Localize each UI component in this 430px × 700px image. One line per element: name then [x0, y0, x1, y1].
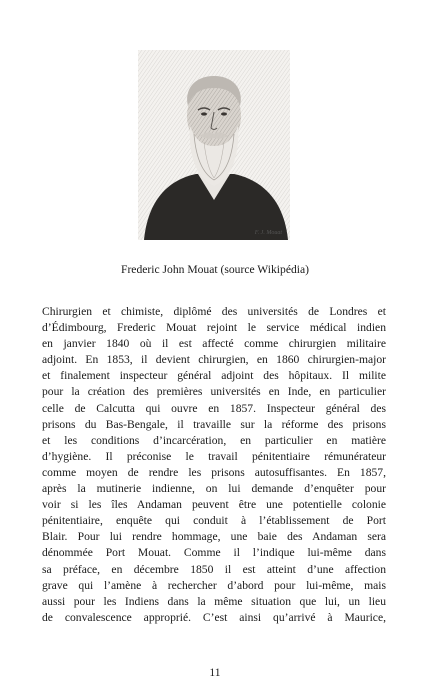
paragraph-line: en janvier 1840 où il est affecté comme chirurgien militaire [42, 337, 386, 351]
paragraph-line: dénommée Port Mouat. Comme il l’indique lui-même dans [42, 546, 386, 560]
paragraph-line: Chirurgien et chimiste, diplômé des universités de Londres et [42, 305, 386, 318]
paragraph-line: pénitentiaire, enquête qui conduit à l’établissement de Port [42, 514, 386, 528]
portrait-engraving [138, 50, 290, 240]
paragraph-line: Blair. Pour lui rendre hommage, une baie des Andaman sera [42, 530, 386, 544]
paragraph-line: comme moyen de rendre les prisons autosuffisantes. En 1857, [42, 465, 386, 479]
portrait-signature: F. J. Mouat [254, 230, 282, 236]
paragraph-line: adjoint. En 1853, il devient chirurgien, en 1860 chirurgien-major [42, 353, 386, 367]
paragraph-line: d’hygiène. Il préconise le travail pénitentiaire rémunérateur [42, 449, 386, 463]
paragraph-line: aussi pour les Indiens dans la même situation que lui, un lieu [42, 594, 386, 608]
paragraph-line: voir si les îles Andaman peuvent être une potentielle colonie [42, 498, 386, 512]
paragraph-line: de convalescence approprié. C’est ainsi qu’arrivé à Maurice, [42, 610, 386, 624]
paragraph-line: sa préface, en décembre 1850 il est atteint d’une affection [42, 562, 386, 576]
paragraph-line: grave qui l’amène à rechercher d’abord pour lui-même, mais [42, 578, 386, 592]
paragraph-line: prisons du Bas-Bengale, il travaille sur la réforme des prisons [42, 417, 386, 431]
paragraph-line: et finalement inspecteur général adjoint des hôpitaux. Il milite [42, 369, 386, 383]
figure-caption: Frederic John Mouat (source Wikipédia) [121, 263, 309, 276]
body-paragraph [42, 304, 386, 626]
page-number: 11 [209, 666, 221, 679]
paragraph-line: pour la création des premières universités en Inde, en particulier [42, 385, 386, 399]
paragraph-line: d’Édimbourg, Frederic Mouat rejoint le service médical indien [42, 321, 386, 335]
paragraph-line: après la mutinerie indienne, on lui demande d’enquêter pour [42, 482, 386, 496]
paragraph-line: celle de Calcutta qui ouvre en 1857. Inspecteur général des [42, 401, 386, 415]
paragraph-line: et les conditions d’incarcération, en particulier en matière [42, 433, 386, 447]
portrait-illustration [138, 50, 290, 240]
